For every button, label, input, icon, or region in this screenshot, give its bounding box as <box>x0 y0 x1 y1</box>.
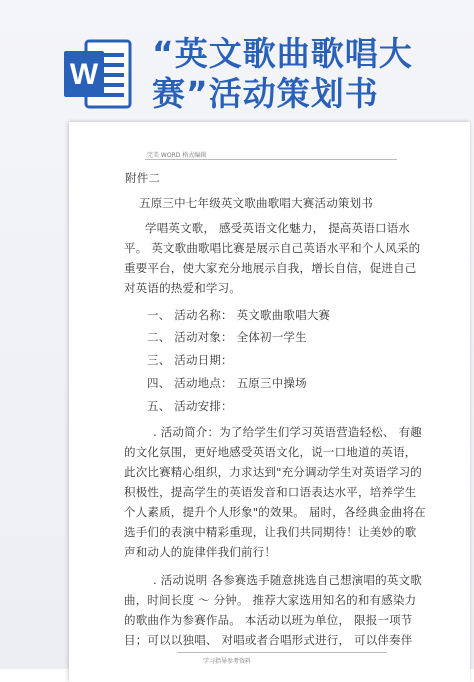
paragraph-line: 个人素质，提升个人形象"的效果。 届时，各经典金曲将在 <box>124 505 426 519</box>
paragraph-line: 对英语的热爱和学习。 <box>124 281 241 295</box>
paragraph-line: 曲，时间长度 ～ 分钟。 推荐大家选用知名的和有感染力 <box>124 593 417 607</box>
paragraph-line: 此次比赛精心组织，力求达到"充分调动学生对英语学习的 <box>124 465 422 479</box>
attachment-label: 附件二 <box>125 171 161 185</box>
word-document-icon <box>64 37 132 111</box>
banner-title-line1: “英文歌曲歌唱大 <box>152 34 413 73</box>
page-footer: 学习指导参考资料 <box>203 658 252 665</box>
document-page <box>69 122 470 682</box>
paragraph-line: 声和动人的旋律伴我们前行！ <box>124 545 277 559</box>
footer-rule <box>177 652 387 653</box>
banner-title-line2: 赛”活动策划书 <box>152 74 379 113</box>
paragraph-line: . 活动简介：为了给学生们学习英语营造轻松、 有趣 <box>153 425 422 439</box>
list-item: 五、 活动安排： <box>147 399 233 413</box>
paragraph-line: . 活动说明 各参赛选手随意挑选自己想演唱的英文歌 <box>153 573 422 587</box>
list-item: 三、 活动日期： <box>147 353 233 367</box>
paragraph-line: 学唱英文歌， 感受英语文化魅力， 提高英语口语水 <box>145 221 411 235</box>
paragraph-line: 目；可以以独唱、 对唱或者合唱形式进行， 可以伴奏伴 <box>124 633 413 647</box>
paragraph-line: 选手们的表演中精彩重现，让我们共同期待！让美妙的歌 <box>124 525 417 539</box>
document-title: 五原三中七年级英文歌曲歌唱大赛活动策划书 <box>139 196 373 210</box>
svg-text:W: W <box>69 58 99 91</box>
list-item: 二、 活动对象： 全体初一学生 <box>147 330 307 344</box>
header-rule <box>145 159 397 160</box>
list-item: 一、 活动名称： 英文歌曲歌唱大赛 <box>147 308 331 322</box>
paragraph-line: 的文化氛围，更好地感受英语文化，说一口地道的英语， <box>124 445 417 459</box>
list-item: 四、 活动地点： 五原三中操场 <box>147 376 307 390</box>
page-header: 完美 WORD 格式编辑 <box>147 152 207 159</box>
paragraph-line: 平。 英文歌曲歌唱比赛是展示自己英语水平和个人风采的 <box>124 241 421 255</box>
paragraph-line: 积极性，提高学生的英语发音和口语表达水平，培养学生 <box>124 485 417 499</box>
paragraph-line: 重要平台，使大家充分地展示自我，增长自信，促进自己 <box>124 261 417 275</box>
paragraph-line: 的歌曲作为参赛作品。 本活动以班为单位， 限报一项节 <box>124 613 413 627</box>
